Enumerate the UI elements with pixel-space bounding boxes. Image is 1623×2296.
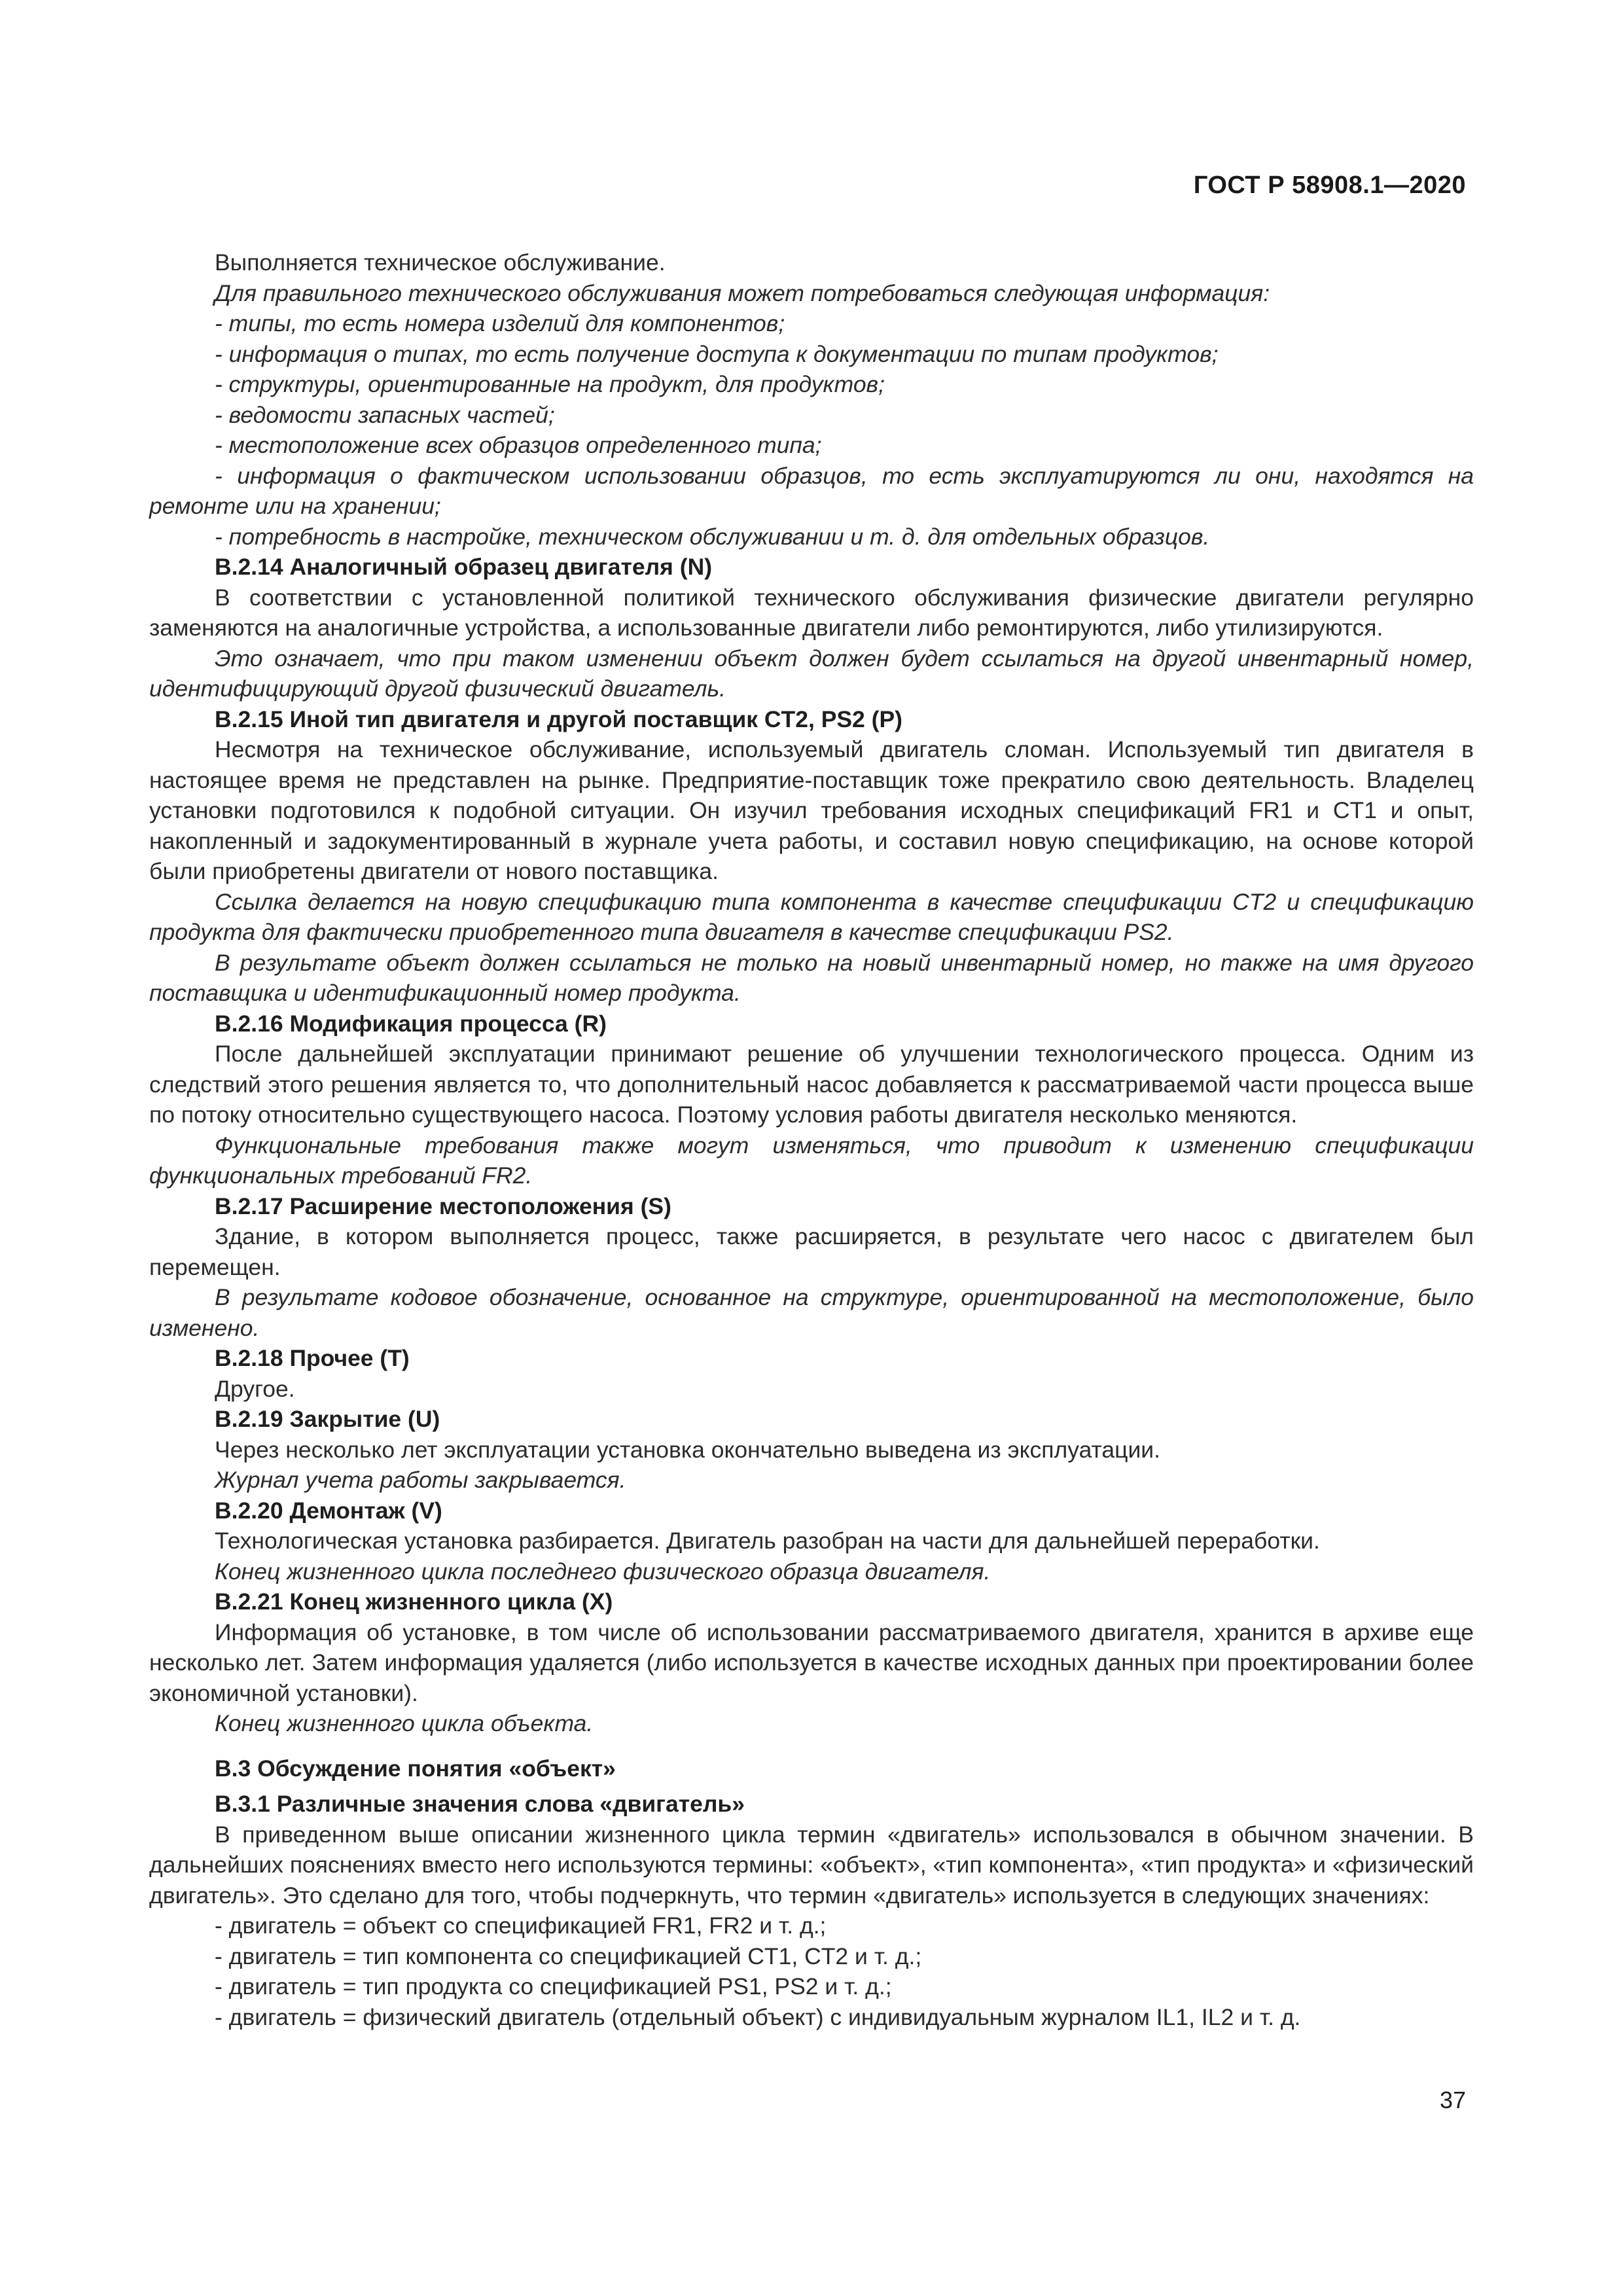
italic-paragraph: Конец жизненного цикла последнего физического образца двигателя. bbox=[215, 1558, 991, 1585]
body-paragraph: В соответствии с установленной политикой технического обслуживания физические двигатели регулярно заменяются на аналогичные устройства, а использованные двигатели либо ремонтируются, либо утилизируются. bbox=[149, 584, 1474, 641]
body-paragraph: В приведенном выше описании жизненного цикла термин «двигатель» использовался в обычном значении. В дальнейших пояснениях вместо него используются термины: «объект», «тип компонента», «тип продукта» и «физический двигатель». Это сделано для того, чтобы подчеркнуть, что термин «двигатель» используется в следующих значениях: bbox=[149, 1821, 1474, 1909]
body-paragraph: Другое. bbox=[215, 1375, 295, 1402]
italic-paragraph: Функциональные требования также могут изменяться, что приводит к изменению спецификации функциональных требований FR2. bbox=[149, 1132, 1474, 1189]
italic-paragraph: - информация о типах, то есть получение доступа к документации по типам продуктов; bbox=[215, 340, 1219, 367]
body-paragraph: - двигатель = физический двигатель (отдельный объект) с индивидуальным журналом IL1, IL2 и т. д. bbox=[215, 2003, 1301, 2030]
body-paragraph: - двигатель = тип продукта со спецификацией PS1, PS2 и т. д.; bbox=[215, 1973, 892, 2000]
body-paragraph: Информация об установке, в том числе об использовании рассматриваемого двигателя, хранится в архиве еще несколько лет. Затем информация удаляется (либо используется в качестве исходных данных при проектировании более экономичной установки). bbox=[149, 1619, 1474, 1706]
italic-paragraph: - типы, то есть номера изделий для компонентов; bbox=[215, 310, 785, 336]
section-heading: B.2.19 Закрытие (U) bbox=[215, 1406, 440, 1432]
section-heading-major: B.3 Обсуждение понятия «объект» bbox=[215, 1755, 616, 1782]
document-body bbox=[149, 247, 1474, 2032]
body-paragraph: Здание, в котором выполняется процесс, также расширяется, в результате чего насос с двигателем был перемещен. bbox=[149, 1223, 1474, 1280]
document-code-header: ГОСТ Р 58908.1—2020 bbox=[1193, 171, 1466, 199]
body-paragraph: Через несколько лет эксплуатации установка окончательно выведена из эксплуатации. bbox=[215, 1436, 1160, 1463]
italic-paragraph: - местоположение всех образцов определенного типа; bbox=[215, 432, 822, 458]
body-paragraph: Технологическая установка разбирается. Двигатель разобран на части для дальнейшей переработки. bbox=[215, 1528, 1320, 1554]
italic-paragraph: Журнал учета работы закрывается. bbox=[215, 1467, 626, 1493]
section-heading: B.2.14 Аналогичный образец двигателя (N) bbox=[215, 554, 713, 580]
italic-paragraph: - структуры, ориентированные на продукт, для продуктов; bbox=[215, 371, 885, 397]
italic-paragraph: Это означает, что при таком изменении объект должен будет ссылаться на другой инвентарный номер, идентифицирующий другой физический двигатель. bbox=[149, 645, 1474, 702]
subsection-heading: B.3.1 Различные значения слова «двигатель» bbox=[215, 1791, 745, 1817]
italic-paragraph: Ссылка делается на новую спецификацию типа компонента в качестве спецификации CT2 и спецификацию продукта для фактически приобретенного типа двигателя в качестве спецификации PS2. bbox=[149, 888, 1474, 945]
italic-paragraph: В результате объект должен ссылаться не только на новый инвентарный номер, но также на имя другого поставщика и идентификационный номер продукта. bbox=[149, 949, 1474, 1006]
body-paragraph: После дальнейшей эксплуатации принимают решение об улучшении технологического процесса. Одним из следствий этого решения является то, что дополнительный насос добавляется к рассматриваемой части процесса выше по потоку относительно существующего насоса. Поэтому условия работы двигателя несколько меняются. bbox=[149, 1041, 1474, 1128]
italic-paragraph: - потребность в настройке, техническом обслуживании и т. д. для отдельных образцов. bbox=[215, 523, 1210, 550]
italic-paragraph: Для правильного технического обслуживания может потребоваться следующая информация: bbox=[215, 279, 1270, 306]
body-paragraph: Выполняется техническое обслуживание. bbox=[215, 249, 666, 276]
body-paragraph: - двигатель = объект со спецификацией FR1, FR2 и т. д.; bbox=[215, 1912, 827, 1939]
section-heading: B.2.17 Расширение местоположения (S) bbox=[215, 1193, 671, 1219]
body-paragraph: Несмотря на техническое обслуживание, используемый двигатель сломан. Используемый тип двигателя в настоящее время не представлен на рынке. Предприятие-поставщик тоже прекратило свою деятельность. Владелец установки подготовился к подобной ситуации. Он изучил требования исходных спецификаций FR1 и CT1 и опыт, накопленный и задокументированный в журнале учета работы, и составил новую спецификацию, на основе которой были приобретены двигатели от нового поставщика. bbox=[149, 736, 1474, 884]
body-paragraph: - двигатель = тип компонента со спецификацией CT1, CT2 и т. д.; bbox=[215, 1943, 922, 1969]
section-heading: B.2.16 Модификация процесса (R) bbox=[215, 1010, 607, 1037]
italic-paragraph: В результате кодовое обозначение, основанное на структуре, ориентированной на местоположение, было изменено. bbox=[149, 1284, 1474, 1341]
section-heading: B.2.20 Демонтаж (V) bbox=[215, 1497, 442, 1524]
page-number: 37 bbox=[1439, 2087, 1466, 2113]
section-heading: B.2.21 Конец жизненного цикла (X) bbox=[215, 1588, 613, 1615]
italic-paragraph: - информация о фактическом использовании образцов, то есть эксплуатируются ли они, находятся на ремонте или на хранении; bbox=[149, 462, 1474, 519]
section-heading: B.2.18 Прочее (T) bbox=[215, 1345, 410, 1371]
section-heading: B.2.15 Иной тип двигателя и другой поставщик CT2, PS2 (P) bbox=[215, 706, 902, 732]
italic-paragraph: - ведомости запасных частей; bbox=[215, 401, 555, 428]
italic-paragraph: Конец жизненного цикла объекта. bbox=[215, 1710, 594, 1736]
